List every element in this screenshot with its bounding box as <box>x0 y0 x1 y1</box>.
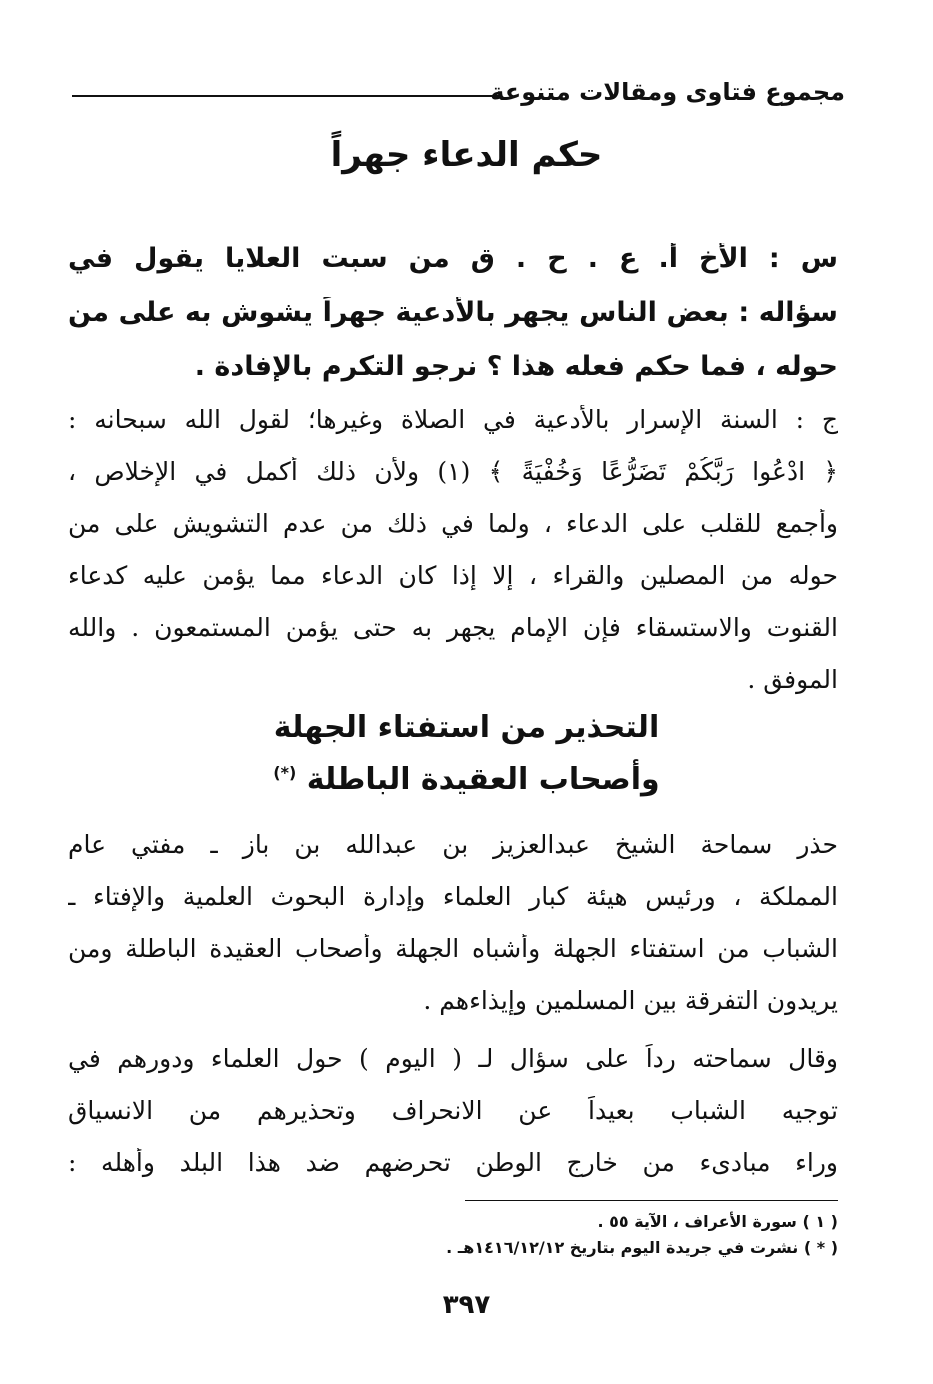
answer-line: الموفق . <box>747 665 838 694</box>
footnote-star: ( * ) نشرت في جريدة اليوم بتاريخ ١٤١٦/١٢/١٢هـ . <box>446 1238 838 1257</box>
page-number: ٣٩٧ <box>442 1290 491 1320</box>
footnote-rule <box>465 1200 838 1201</box>
body-line: الشباب من استفتاء الجهلة وأشباه الجهلة وأصحاب العقيدة الباطلة ومن <box>68 934 838 963</box>
running-header <box>72 78 845 118</box>
footnote-marker: (*) <box>273 763 297 782</box>
body-line: حذر سماحة الشيخ عبدالعزيز بن عبدالله بن باز ـ مفتي عام <box>68 830 838 859</box>
body-line: المملكة ، ورئيس هيئة كبار العلماء وإدارة البحوث العلمية والإفتاء ـ <box>68 882 838 911</box>
footnote-1: ( ١ ) سورة الأعراف ، الآية ٥٥ . <box>597 1212 838 1231</box>
answer-line: وأجمع للقلب على الدعاء ، ولما في ذلك من عدم التشويش على من <box>68 509 838 538</box>
section-title-warning-line2 <box>0 762 933 797</box>
body-line: توجيه الشباب بعيداً عن الانحراف وتحذيرهم من الانسياق <box>68 1096 838 1125</box>
answer-line: حوله من المصلين والقراء ، إلا إذا كان الدعاء مما يؤمن عليه كدعاء <box>68 561 838 590</box>
answer-line: ج : السنة الإسرار بالأدعية في الصلاة وغيرها؛ لقول الله سبحانه : <box>68 405 838 434</box>
question-line: حوله ، فما حكم فعله هذا ؟ نرجو التكرم بالإفادة . <box>194 351 838 382</box>
answer-line: القنوت والاستسقاء فإن الإمام يجهر به حتى يؤمن المستمعون . والله <box>68 613 838 642</box>
body-line: وقال سماحته رداً على سؤال لـ ( اليوم ) حول العلماء ودورهم في <box>68 1044 838 1073</box>
section-title-dua-aloud: حكم الدعاء جهراً <box>330 135 603 175</box>
section-title-warning-text: وأصحاب العقيدة الباطلة <box>306 762 660 797</box>
answer-line-quran-verse: ﴿ ادْعُوا رَبَّكُمْ تَضَرُّعًا وَخُفْيَةً ﴾ (١) ولأن ذلك أكمل في الإخلاص ، <box>68 457 838 486</box>
section-title-warning-line1: التحذير من استفتاء الجهلة <box>273 710 660 745</box>
question-line: سؤاله : بعض الناس يجهر بالأدعية جهراً يشوش به على من <box>68 297 838 328</box>
question-line: س : الأخ أ. ع . ح . ق من سبت العلايا يقول في <box>68 243 838 274</box>
running-header-title: مجموع فتاوى ومقالات متنوعة <box>490 78 845 106</box>
header-rule <box>72 95 500 97</box>
body-line: وراء مبادىء من خارج الوطن تحرضهم ضد هذا البلد وأهله : <box>68 1148 838 1177</box>
body-line: يريدون التفرقة بين المسلمين وإيذاءهم . <box>423 986 838 1015</box>
